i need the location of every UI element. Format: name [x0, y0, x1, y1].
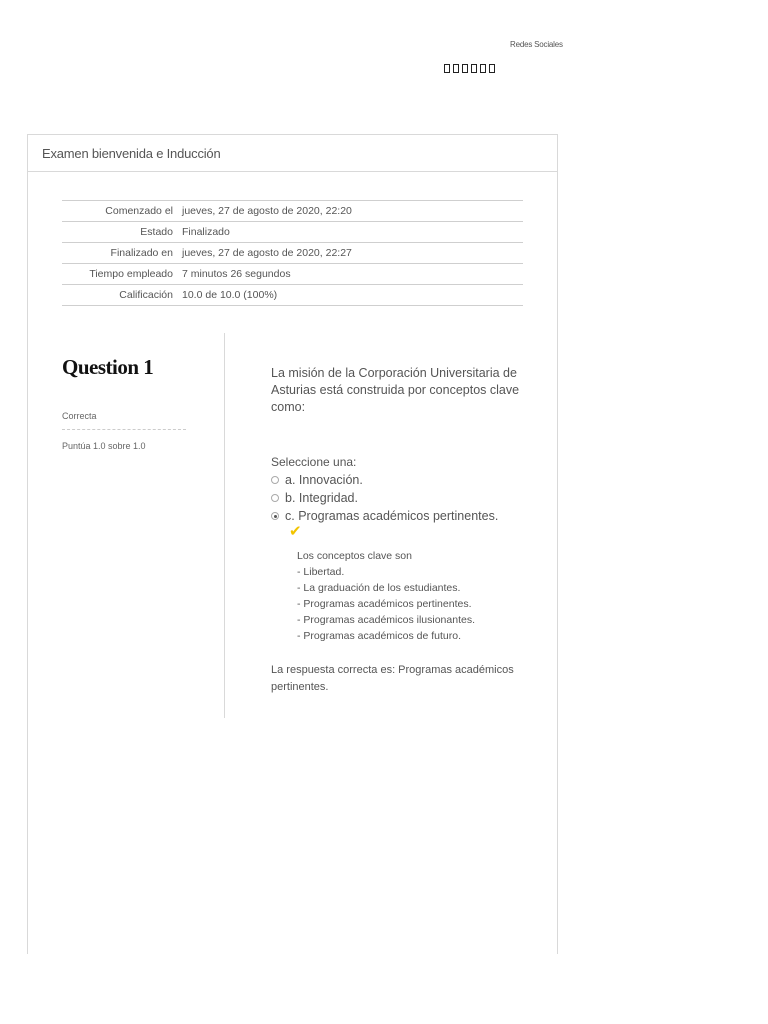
- feedback-line: Los conceptos clave son: [297, 550, 412, 562]
- table-row: [62, 264, 523, 285]
- question-content: [271, 365, 521, 696]
- select-label: Seleccione una:: [271, 455, 357, 469]
- social-icon-3[interactable]: [462, 64, 468, 73]
- social-icon-5[interactable]: [480, 64, 486, 73]
- table-row: [62, 201, 523, 222]
- summary-label: Estado: [140, 226, 173, 238]
- social-title: Redes Sociales: [510, 40, 563, 49]
- option-label: a. Innovación.: [285, 473, 363, 487]
- answer-option-c[interactable]: [271, 509, 521, 523]
- feedback-line: - Programas académicos ilusionantes.: [297, 614, 475, 626]
- social-icons: [444, 64, 495, 73]
- answer-option-b[interactable]: [271, 491, 521, 505]
- check-icon: ✔: [289, 523, 302, 540]
- social-icon-1[interactable]: [444, 64, 450, 73]
- attempt-summary-table: [62, 200, 523, 306]
- social-icon-2[interactable]: [453, 64, 459, 73]
- question-grade: Puntúa 1.0 sobre 1.0: [62, 441, 146, 451]
- social-icon-6[interactable]: [489, 64, 495, 73]
- feedback-line: - Programas académicos de futuro.: [297, 630, 461, 642]
- social-icon-4[interactable]: [471, 64, 477, 73]
- quiz-title: Examen bienvenida e Inducción: [28, 135, 557, 172]
- answer-option-a[interactable]: [271, 473, 521, 487]
- table-row: [62, 222, 523, 243]
- summary-value: jueves, 27 de agosto de 2020, 22:27: [182, 247, 352, 259]
- summary-value: 7 minutos 26 segundos: [182, 268, 291, 280]
- option-label: b. Integridad.: [285, 491, 358, 505]
- radio-button-selected[interactable]: [271, 512, 279, 520]
- feedback-line: - Libertad.: [297, 566, 345, 578]
- summary-label: Tiempo empleado: [89, 268, 173, 280]
- correct-answer: La respuesta correcta es: Programas académicos pertinentes.: [271, 664, 514, 693]
- radio-button[interactable]: [271, 476, 279, 484]
- option-label: c. Programas académicos pertinentes.: [285, 509, 499, 523]
- feedback-line: - La graduación de los estudiantes.: [297, 582, 461, 594]
- summary-value: 10.0 de 10.0 (100%): [182, 289, 278, 301]
- question-divider: [224, 333, 225, 718]
- question-state: Correcta: [62, 411, 186, 430]
- question-title: Question 1: [62, 355, 154, 379]
- feedback-line: - Programas académicos pertinentes.: [297, 598, 472, 610]
- question-info: [62, 333, 222, 451]
- summary-label: Comenzado el: [105, 205, 173, 217]
- question-text: La misión de la Corporación Universitaria de Asturias está construida por conceptos clave como:: [271, 366, 520, 414]
- summary-value: Finalizado: [182, 226, 230, 238]
- quiz-card: [27, 134, 558, 954]
- feedback: [297, 548, 521, 644]
- summary-label: Finalizado en: [110, 247, 173, 259]
- summary-label: Calificación: [119, 289, 173, 301]
- table-row: [62, 243, 523, 264]
- summary-value: jueves, 27 de agosto de 2020, 22:20: [182, 205, 352, 217]
- table-row: [62, 285, 523, 306]
- radio-button[interactable]: [271, 494, 279, 502]
